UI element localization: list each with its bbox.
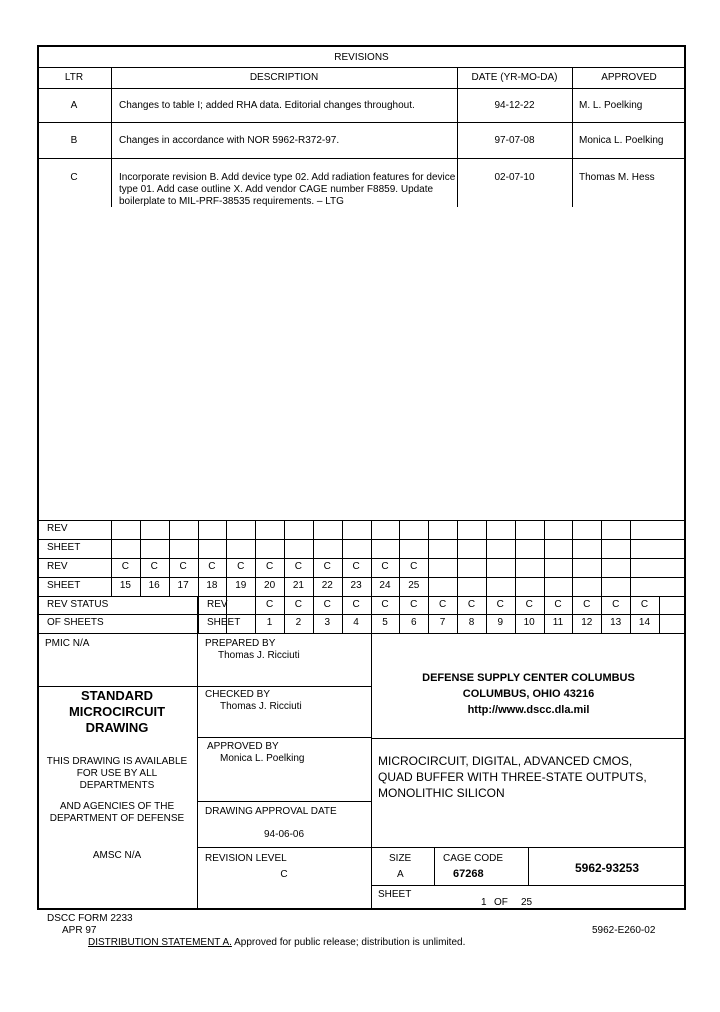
- grid-rule: [37, 614, 686, 615]
- sheet-number: 1: [481, 897, 487, 908]
- revision-description: Incorporate revision B. Add device type 02. Add radiation features for device: [119, 172, 456, 183]
- drawing-number: 5962-93253: [574, 861, 640, 875]
- distribution-text: Approved for public release; distribution is unlimited.: [231, 937, 466, 948]
- grid-rule: [37, 577, 686, 578]
- lower-sheet-cell: 15: [119, 580, 131, 591]
- revisions-column-rule: [572, 67, 573, 207]
- lower-rev-cell: C: [121, 561, 130, 572]
- prepared-by-label: PREPARED BY: [205, 638, 276, 649]
- sheet-label: SHEET: [378, 889, 412, 900]
- org-url: http://www.dscc.dla.mil: [467, 704, 590, 716]
- revision-approved-by: Thomas M. Hess: [579, 172, 655, 183]
- revision-approved-by: M. L. Poelking: [579, 100, 643, 111]
- header-approved: APPROVED: [601, 72, 657, 83]
- rev-status-label: REV STATUS: [47, 599, 109, 610]
- rev-status-sheet-cell: 4: [353, 617, 359, 628]
- rev-status-cell: C: [323, 599, 331, 610]
- title-block-rule: [197, 801, 371, 802]
- revision-letter: C: [70, 172, 78, 183]
- rev-status-sheet-cell: 1: [266, 617, 273, 628]
- rev-status-sheet-cell: 11: [552, 617, 564, 628]
- revision-description: Changes to table I; added RHA data. Editorial changes throughout.: [119, 100, 415, 111]
- rev-status-cell: C: [467, 599, 476, 610]
- lower-rev-cell: C: [352, 561, 360, 572]
- rev-status-cell: C: [583, 599, 591, 610]
- approved-by-label: APPROVED BY: [207, 741, 279, 752]
- lower-rev-cell: C: [381, 561, 389, 572]
- revisions-title: REVISIONS: [334, 52, 389, 63]
- rev-status-cell: C: [410, 599, 418, 610]
- rev-status-cell: C: [640, 599, 649, 610]
- header-date: DATE (YR-MO-DA): [471, 72, 558, 83]
- availability-line-1: THIS DRAWING IS AVAILABLE: [46, 756, 188, 767]
- amsc-label: AMSC N/A: [92, 850, 142, 861]
- revision-description: boilerplate to MIL-PRF-38535 requirements. – LTG: [119, 196, 344, 207]
- drawing-title-line-3: MONOLITHIC SILICON: [378, 786, 505, 800]
- grid-rule: [37, 596, 686, 597]
- title-block-rule: [197, 737, 371, 738]
- rev-status-sheet-cell: 2: [295, 617, 302, 628]
- title-block-rule: [371, 738, 686, 739]
- sheet-of-label: OF: [494, 897, 508, 908]
- rev-status-cell: C: [352, 599, 360, 610]
- revisions-row-rule: [37, 158, 686, 159]
- revision-letter: A: [70, 100, 78, 111]
- lower-rev-cell: C: [323, 561, 331, 572]
- grid-column-rule: [659, 596, 660, 633]
- revision-date: 94-12-22: [494, 100, 535, 111]
- standard-line-2: MICROCIRCUIT: [68, 704, 166, 719]
- rev-status-cell: C: [612, 599, 620, 610]
- approved-by-name: Monica L. Poelking: [220, 753, 305, 764]
- form-date: APR 97: [62, 925, 97, 936]
- approval-date-label: DRAWING APPROVAL DATE: [205, 806, 337, 817]
- revisions-row-rule: [37, 122, 686, 123]
- availability-line-2: FOR USE BY ALL: [76, 768, 158, 779]
- upper-rev-label: REV: [47, 523, 68, 534]
- lower-sheet-label: SHEET: [47, 580, 81, 591]
- revision-level-label: REVISION LEVEL: [205, 853, 287, 864]
- document-number: 5962-E260-02: [592, 925, 656, 936]
- grid-rule: [37, 539, 686, 540]
- grid-rule: [37, 633, 686, 634]
- rev-status-cell: C: [294, 599, 303, 610]
- rev-status-sheet-cell: 8: [468, 617, 475, 628]
- grid-rule: [37, 558, 686, 559]
- lower-rev-cell: C: [179, 561, 187, 572]
- lower-rev-cell: C: [294, 561, 303, 572]
- lower-sheet-cell: 24: [379, 580, 391, 591]
- lower-sheet-cell: 22: [321, 580, 333, 591]
- lower-rev-cell: C: [208, 561, 216, 572]
- rev-status-sheet-cell: 9: [497, 617, 504, 628]
- size-value: A: [397, 869, 404, 880]
- lower-rev-cell: C: [410, 561, 418, 572]
- grid-column-rule: [515, 520, 516, 596]
- drawing-title-line-1: MICROCIRCUIT, DIGITAL, ADVANCED CMOS,: [378, 754, 633, 768]
- rev-status-cell: C: [438, 599, 447, 610]
- rev-status-sheet-cell: 5: [382, 617, 388, 628]
- rev-status-cell: C: [381, 599, 389, 610]
- title-block-rule: [197, 847, 371, 848]
- cage-code-value: 67268: [453, 868, 484, 880]
- revision-date: 97-07-08: [494, 135, 535, 146]
- title-block-rule: [37, 686, 197, 687]
- lower-rev-label: REV: [47, 561, 68, 572]
- revision-date: 02-07-10: [494, 172, 535, 183]
- sheet-total: 25: [521, 897, 533, 908]
- grid-column-rule: [630, 520, 631, 596]
- rev-status-sheet-cell: 13: [610, 617, 622, 628]
- drawing-title-line-2: QUAD BUFFER WITH THREE-STATE OUTPUTS,: [378, 770, 647, 784]
- form-number: DSCC FORM 2233: [47, 913, 133, 924]
- size-label: SIZE: [389, 853, 412, 864]
- revision-letter: B: [70, 135, 78, 146]
- grid-column-rule: [601, 520, 602, 596]
- rev-status-sheet-cell: 12: [581, 617, 593, 628]
- org-address: COLUMBUS, OHIO 43216: [462, 688, 595, 700]
- checked-by-label: CHECKED BY: [205, 689, 271, 700]
- upper-sheet-label: SHEET: [47, 542, 81, 553]
- rev-status-sheet-cell: 6: [411, 617, 417, 628]
- prepared-by-name: Thomas J. Ricciuti: [218, 650, 300, 661]
- title-block-rule: [371, 885, 686, 886]
- lower-sheet-cell: 21: [292, 580, 304, 591]
- lower-sheet-cell: 25: [408, 580, 420, 591]
- rev-status-cell: C: [525, 599, 533, 610]
- revision-approved-by: Monica L. Poelking: [579, 135, 664, 146]
- title-block-rule: [197, 686, 371, 687]
- revision-level: C: [280, 869, 288, 880]
- lower-sheet-cell: 18: [206, 580, 218, 591]
- rev-status-sheet-cell: 10: [523, 617, 535, 628]
- header-ltr: LTR: [64, 72, 84, 83]
- header-description: DESCRIPTION: [249, 72, 319, 83]
- lower-rev-cell: C: [237, 561, 245, 572]
- rev-status-cell: C: [265, 599, 274, 610]
- lower-sheet-cell: 20: [264, 580, 276, 591]
- of-sheets-label: OF SHEETS: [47, 617, 104, 628]
- pmic-label: PMIC N/A: [45, 638, 90, 649]
- lower-sheet-cell: 16: [148, 580, 160, 591]
- lower-sheet-cell: 17: [177, 580, 189, 591]
- grid-column-rule: [198, 596, 199, 633]
- org-name: DEFENSE SUPPLY CENTER COLUMBUS: [422, 672, 635, 684]
- rev-status-cell: C: [554, 599, 562, 610]
- standard-line-3: DRAWING: [85, 720, 149, 735]
- rev-status-rev-label: REV: [207, 599, 228, 610]
- rev-status-sheet-label: SHEET: [207, 617, 241, 628]
- rev-status-sheet-cell: 7: [439, 617, 446, 628]
- lower-rev-cell: C: [265, 561, 274, 572]
- agencies-line-1: AND AGENCIES OF THE: [59, 801, 175, 812]
- revisions-row-rule: [37, 88, 686, 89]
- revisions-column-rule: [111, 67, 112, 207]
- grid-column-rule: [457, 520, 458, 596]
- availability-line-3: DEPARTMENTS: [79, 780, 155, 791]
- standard-line-1: STANDARD: [81, 688, 153, 703]
- grid-column-rule: [544, 520, 545, 596]
- rev-status-sheet-cell: 14: [638, 617, 651, 628]
- approval-date: 94-06-06: [264, 829, 305, 840]
- grid-column-rule: [572, 520, 573, 596]
- cage-code-label: CAGE CODE: [443, 853, 504, 864]
- lower-sheet-cell: 23: [350, 580, 362, 591]
- grid-column-rule: [486, 520, 487, 596]
- grid-rule: [37, 520, 686, 521]
- title-block-rule: [434, 847, 435, 885]
- distribution-label: DISTRIBUTION STATEMENT A.: [88, 937, 232, 948]
- rev-status-sheet-cell: 3: [324, 617, 331, 628]
- revisions-header-rule: [37, 67, 686, 68]
- checked-by-name: Thomas J. Ricciuti: [220, 701, 302, 712]
- revision-description: Changes in accordance with NOR 5962-R372-97.: [119, 135, 340, 146]
- distribution-statement: [88, 937, 465, 949]
- rev-status-cell: C: [496, 599, 504, 610]
- agencies-line-2: DEPARTMENT OF DEFENSE: [49, 813, 185, 824]
- lower-sheet-cell: 19: [235, 580, 247, 591]
- revision-description: type 01. Add case outline X. Add vendor CAGE number F8859. Update: [119, 184, 434, 195]
- lower-rev-cell: C: [150, 561, 158, 572]
